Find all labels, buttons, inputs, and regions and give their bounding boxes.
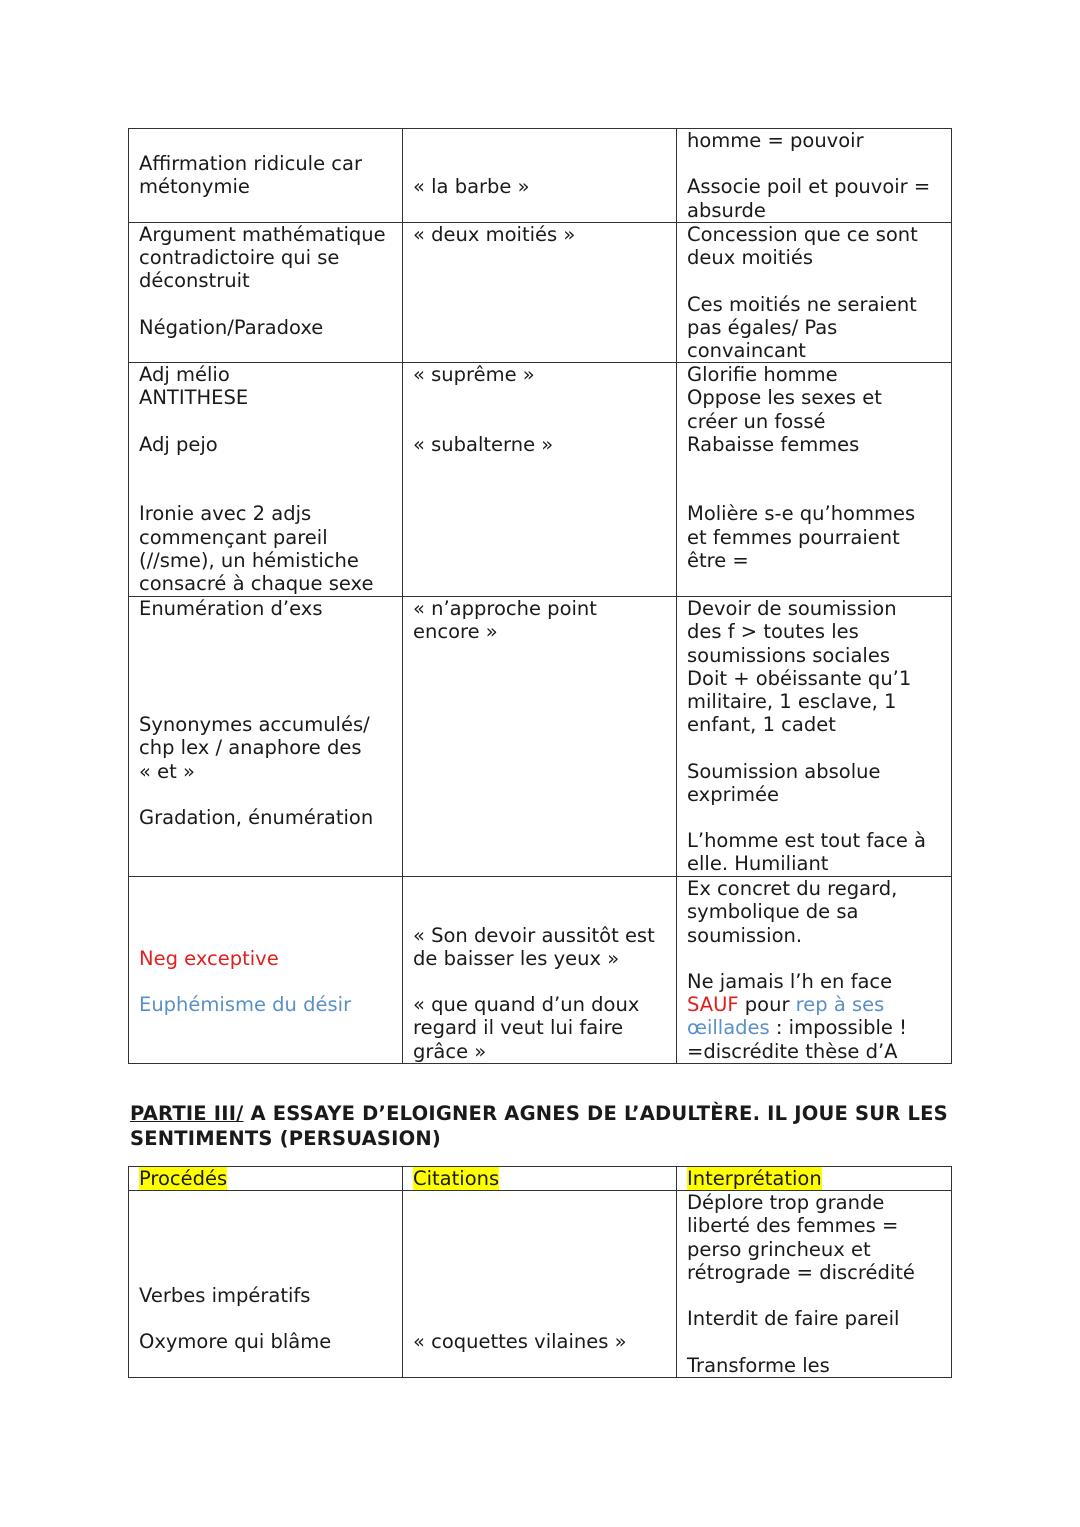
header-citations: Citations [403, 1167, 677, 1191]
table-row [129, 877, 952, 1064]
rep-oeillades: rep à ses œillades [687, 993, 885, 1040]
heading-part-label: PARTIE III/ [130, 1102, 244, 1125]
table-row [129, 597, 952, 877]
analysis-table-part3 [128, 1166, 952, 1378]
table-row [129, 129, 952, 223]
citation-cell: « coquettes vilaines » [403, 1191, 677, 1378]
section-heading-partie-3 [130, 1102, 950, 1151]
interpretation-cell: Glorifie homme Oppose les sexes et créer un fossé Rabaisse femmes Molière s-e qu’hommes et femmes pourraient être = [677, 363, 952, 597]
procede-cell [129, 877, 403, 1064]
sauf-word: SAUF [687, 993, 739, 1017]
interpretation-cell: Devoir de soumission des f > toutes les soumissions sociales Doit + obéissante qu’1 militaire, 1 esclave, 1 enfant, 1 cadet Soumission absolue exprimée L’homme est tout face à elle. Humiliant [677, 597, 952, 877]
interpretation-cell [677, 877, 952, 1064]
table-row [129, 223, 952, 363]
table-row [129, 363, 952, 597]
header-interpretation: Interprétation [677, 1167, 952, 1191]
citation-cell: « la barbe » [403, 129, 677, 223]
procede-cell: Adj mélio ANTITHESE Adj pejo Ironie avec 2 adjs commençant pareil (//sme), un hémistiche consacré à chaque sexe [129, 363, 403, 597]
table-header-row [129, 1167, 952, 1191]
header-procedes: Procédés [129, 1167, 403, 1191]
interpretation-cell: homme = pouvoir Associe poil et pouvoir = absurde [677, 129, 952, 223]
procede-cell: Verbes impératifs Oxymore qui blâme [129, 1191, 403, 1378]
neg-exceptive-label: Neg exceptive [139, 946, 279, 970]
procede-cell: Argument mathématique contradictoire qui se déconstruit Négation/Paradoxe [129, 223, 403, 363]
interp-text: Ex concret du regard, symbolique de sa soumission. Ne jamais l’h en face [687, 877, 898, 994]
citation-cell: « n’approche point encore » [403, 597, 677, 877]
procede-cell: Affirmation ridicule car métonymie [129, 129, 403, 223]
procede-cell: Enumération d’exs Synonymes accumulés/ chp lex / anaphore des « et » Gradation, énumération [129, 597, 403, 877]
interpretation-cell: Concession que ce sont deux moitiés Ces moitiés ne seraient pas égales/ Pas convaincant [677, 223, 952, 363]
citation-cell: « deux moitiés » [403, 223, 677, 363]
interp-text: : impossible ! =discrédite thèse d’A [687, 1016, 907, 1063]
euphemisme-label: Euphémisme du désir [139, 993, 352, 1017]
interp-text: pour [738, 993, 796, 1017]
citation-cell: « suprême » « subalterne » [403, 363, 677, 597]
analysis-table-part2 [128, 128, 952, 1064]
interpretation-cell: Déplore trop grande liberté des femmes = perso grincheux et rétrograde = discrédité Interdit de faire pareil Transforme les [677, 1191, 952, 1378]
citation-cell: « Son devoir aussitôt est de baisser les yeux » « que quand d’un doux regard il veut lui faire grâce » [403, 877, 677, 1064]
table-row [129, 1191, 952, 1378]
heading-text: A ESSAYE D’ELOIGNER AGNES DE L’ADULTÈRE. IL JOUE SUR LES SENTIMENTS (PERSUASION) [130, 1102, 948, 1150]
